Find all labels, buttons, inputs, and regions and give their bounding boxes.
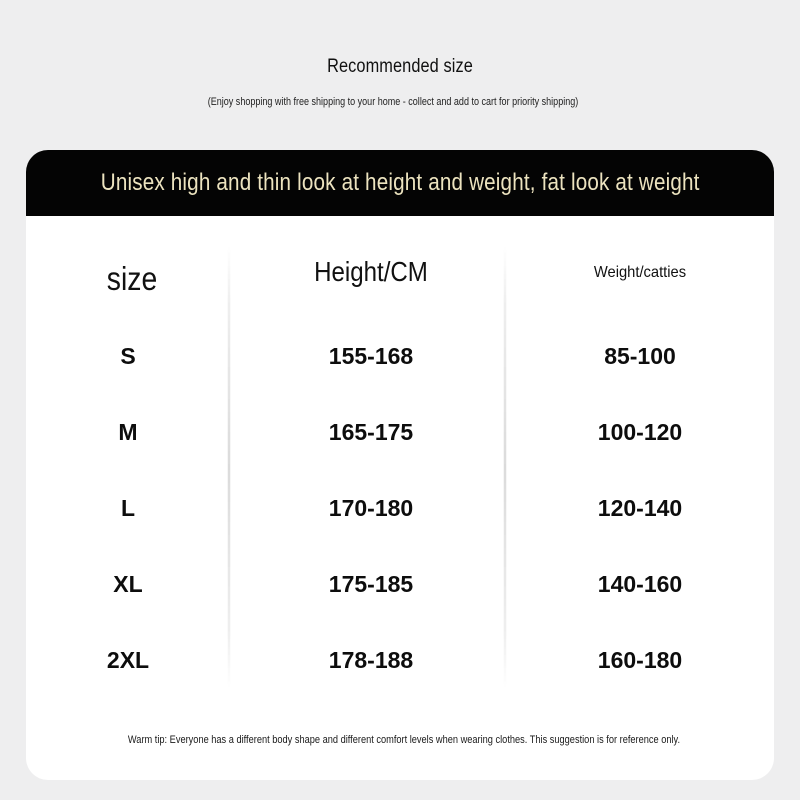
weight-cell: 85-100 [604, 343, 676, 369]
column-header-size: size [106, 260, 158, 297]
warm-tip: Warm tip: Everyone has a different body shape and different comfort levels when wearing clothes. This suggestion is for reference only. [127, 734, 681, 746]
table-row [26, 412, 774, 452]
size-cell: M [118, 419, 138, 445]
column-header-height: Height/CM [314, 256, 428, 287]
weight-cell: 140-160 [597, 571, 683, 597]
table-row [26, 564, 774, 604]
column-divider [504, 246, 506, 688]
page-title: Recommended size [327, 56, 473, 77]
weight-cell: 120-140 [597, 495, 683, 521]
size-cell: 2XL [106, 647, 150, 673]
height-cell: 175-185 [328, 571, 414, 597]
height-cell: 178-188 [328, 647, 414, 673]
size-cell: L [120, 495, 136, 521]
banner-text: Unisex high and thin look at height and weight, fat look at weight [100, 169, 700, 196]
table-row [26, 336, 774, 376]
banner [26, 150, 774, 216]
size-chart-card [26, 150, 774, 780]
column-header-weight: Weight/catties [593, 264, 687, 281]
weight-cell: 160-180 [597, 647, 683, 673]
height-cell: 165-175 [328, 419, 414, 445]
height-cell: 155-168 [328, 343, 414, 369]
page-subtitle: (Enjoy shopping with free shipping to your home - collect and add to cart for priority shipping) [207, 96, 579, 108]
column-divider [228, 246, 230, 688]
size-cell: XL [113, 571, 143, 597]
size-cell: S [120, 343, 136, 369]
height-cell: 170-180 [328, 495, 414, 521]
weight-cell: 100-120 [597, 419, 683, 445]
table-row [26, 488, 774, 528]
table-row [26, 640, 774, 680]
